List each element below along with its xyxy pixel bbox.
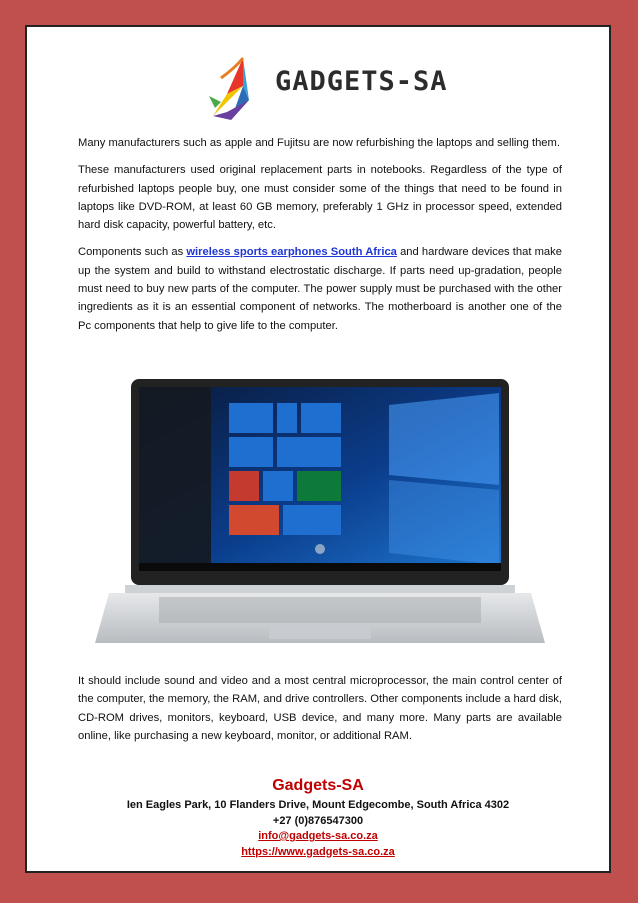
footer-address: Ien Eagles Park, 10 Flanders Drive, Mount Edgecombe, South Africa 4302 (126, 799, 510, 811)
paragraph-2: These manufacturers used original replacement parts in notebooks. Regardless of the type of refurbished laptops people buy, one must consider some of the things that need to be found in laptops like DVD-ROM, at least 60 GB memory, preferably 1 GHz in processor speed, extended hard disk capacity, powerful battery, etc. (78, 164, 562, 232)
paragraph-3-text-end: and hardware devices that make up the system and build to withstand electrostatic discharge. If parts need up-gradation, people must need to buy new parts of the computer. The power supply must be purchased with the other ingredients as it is an essential component of networks. The motherboard is another one of the Pc components that help to give life to the computer. (78, 246, 562, 332)
footer-phone: +27 (0)876547300 (272, 814, 364, 827)
paragraph-3-text-start: Components such as (78, 246, 187, 259)
gadgets-sa-logo (191, 38, 452, 134)
paragraph-4: It should include sound and video and a most central microprocessor, the main control center of the computer, the memory, the RAM, and drive controllers. Other components include a hard disk, CD-ROM drives, monitors, keyboard, USB device, and many more. Many parts are available online, like purchasing a new keyboard, monitor, or additional RAM. (78, 675, 562, 742)
wireless-earphones-link[interactable]: wireless sports earphones South Africa (186, 246, 397, 259)
logo-text: GADGETS-SA (275, 66, 448, 97)
document-page (25, 25, 611, 873)
footer (27, 777, 609, 860)
footer-email-link[interactable]: info@gadgets-sa.co.za (258, 830, 378, 842)
footer-company-name: Gadgets-SA (272, 777, 364, 794)
body-text (78, 134, 562, 344)
laptop-image (89, 365, 551, 650)
paragraph-1: Many manufacturers such as apple and Fujitsu are now refurbishing the laptops and selling them. (78, 137, 560, 149)
paragraph-3 (78, 243, 562, 334)
footer-website-link[interactable]: https://www.gadgets-sa.co.za (241, 845, 395, 858)
